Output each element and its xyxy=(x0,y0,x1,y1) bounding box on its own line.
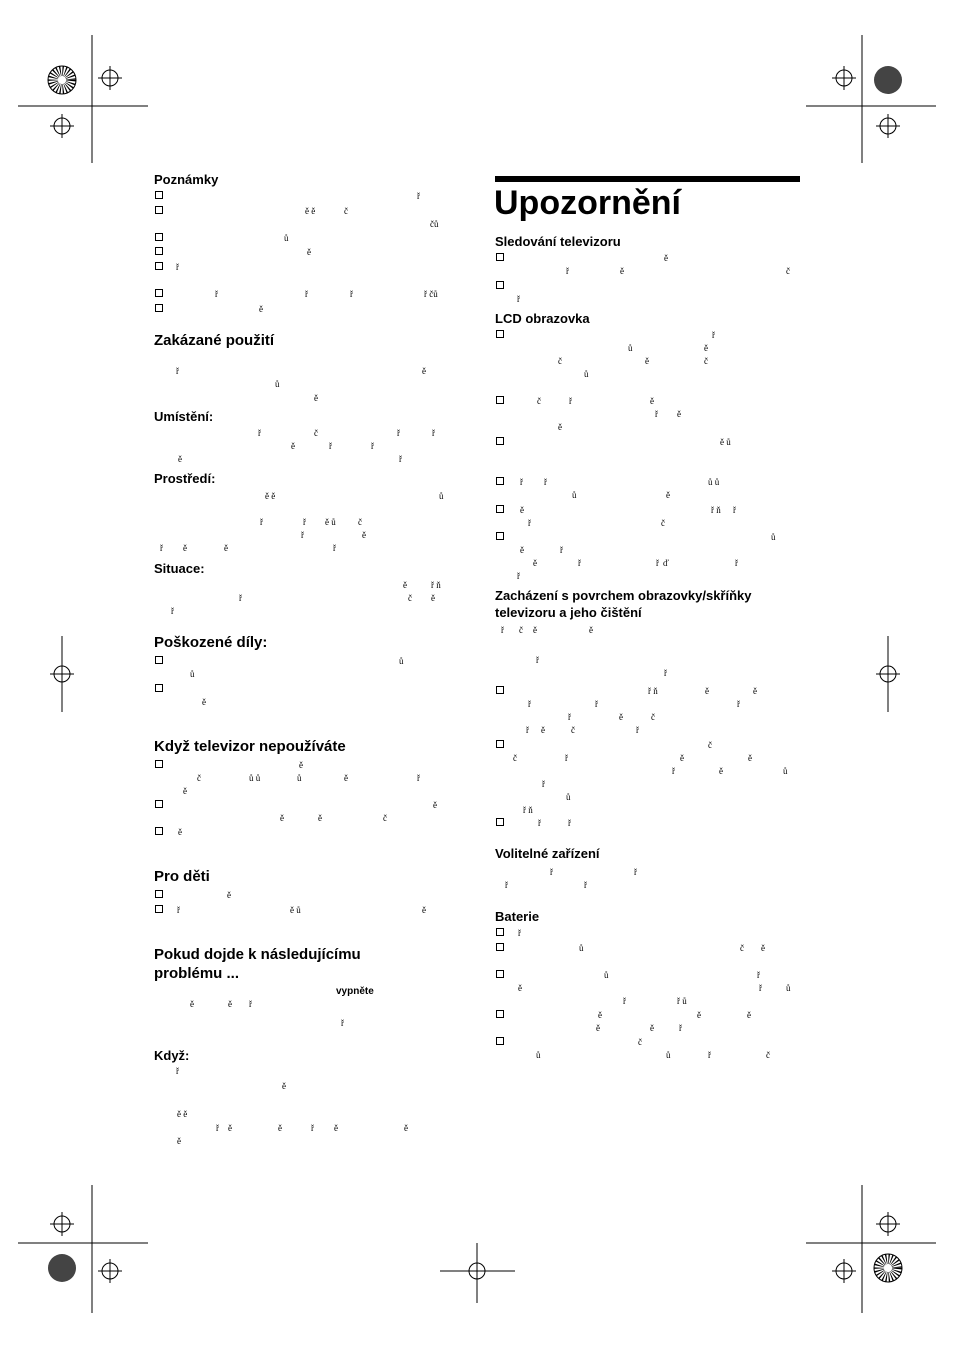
glyph: ě xyxy=(520,505,524,515)
bullet-box xyxy=(155,684,163,692)
glyph: ě ů xyxy=(720,437,731,447)
bullet-box xyxy=(496,281,504,289)
glyph: ě xyxy=(558,422,562,432)
glyph: ě xyxy=(422,905,426,915)
page-title: Upozornění xyxy=(494,184,681,222)
glyph: ů xyxy=(284,233,289,243)
glyph: ř xyxy=(303,517,306,527)
glyph: č xyxy=(408,593,412,603)
glyph: ř xyxy=(329,441,332,451)
glyph: ě xyxy=(541,725,545,735)
bullet-box xyxy=(155,247,163,255)
bullet-box xyxy=(496,396,504,404)
glyph: ě xyxy=(307,247,311,257)
glyph: č xyxy=(519,625,523,635)
glyph: ů xyxy=(786,983,791,993)
glyph: ů xyxy=(297,773,302,783)
glyph: č xyxy=(558,356,562,366)
glyph: ř xyxy=(505,880,508,890)
glyph: ě xyxy=(228,999,232,1009)
glyph: ř xyxy=(708,1050,711,1060)
glyph: ě xyxy=(520,545,524,555)
heading-situace: Situace: xyxy=(154,561,205,576)
glyph: ř xyxy=(520,477,523,487)
bullet-box xyxy=(496,1010,504,1018)
glyph: ů xyxy=(190,669,195,679)
glyph: ř xyxy=(160,543,163,553)
glyph: ř xyxy=(757,970,760,980)
heading-deti: Pro děti xyxy=(154,868,210,885)
heading-volitelne: Volitelné zařízení xyxy=(495,846,600,861)
glyph: ř xyxy=(595,699,598,709)
glyph: č xyxy=(766,1050,770,1060)
bullet-box xyxy=(496,943,504,951)
glyph: ě xyxy=(431,593,435,603)
glyph: ř ň xyxy=(431,580,441,590)
glyph: č xyxy=(314,428,318,438)
heading-baterie: Baterie xyxy=(495,909,540,924)
glyph: ř xyxy=(501,625,504,635)
bullet-box xyxy=(155,905,163,913)
heading-kdyz: Když: xyxy=(154,1048,190,1063)
bullet-box xyxy=(155,233,163,241)
glyph: ě xyxy=(619,712,623,722)
glyph: ř xyxy=(333,543,336,553)
glyph: ď xyxy=(663,558,669,568)
glyph: ě xyxy=(650,396,654,406)
glyph: ě xyxy=(697,1010,701,1020)
glyph: ů xyxy=(572,490,577,500)
glyph: ř xyxy=(560,545,563,555)
glyph: č xyxy=(344,206,348,216)
glyph: ř xyxy=(216,1123,219,1133)
glyph: č xyxy=(708,740,712,750)
glyph: č xyxy=(197,773,201,783)
glyph: ř xyxy=(550,867,553,877)
bullet-box xyxy=(496,253,504,261)
bullet-box xyxy=(496,970,504,978)
heading-zachazeni-line1: Zacházení s povrchem obrazovky/skříňky xyxy=(495,588,752,603)
glyph: ě xyxy=(598,1010,602,1020)
glyph: ř xyxy=(636,725,639,735)
glyph: ě xyxy=(227,890,231,900)
glyph: ř xyxy=(350,289,353,299)
glyph: čů xyxy=(430,219,439,229)
glyph: ř xyxy=(737,699,740,709)
glyph: ě xyxy=(403,580,407,590)
glyph: ě xyxy=(178,454,182,464)
heading-zachazeni-line2: televizoru a jeho čištění xyxy=(495,605,642,620)
heading-pokud-line2: problému ... xyxy=(154,965,240,982)
glyph: ů xyxy=(783,766,788,776)
glyph: ř xyxy=(176,1066,179,1076)
glyph: ř xyxy=(656,558,659,568)
bullet-box xyxy=(496,740,504,748)
glyph: ř xyxy=(655,409,658,419)
bullet-box xyxy=(155,800,163,808)
glyph: ě xyxy=(183,543,187,553)
glyph: ě xyxy=(533,625,537,635)
glyph: ě xyxy=(680,753,684,763)
heading-poskozene: Poškozené díly: xyxy=(154,634,268,651)
vypnete-emphasis: vypněte xyxy=(336,986,374,997)
glyph: ů xyxy=(566,792,571,802)
glyph: ř xyxy=(566,266,569,276)
glyph: č xyxy=(513,753,517,763)
bullet-box xyxy=(496,818,504,826)
glyph: ř xyxy=(542,779,545,789)
glyph: ř xyxy=(399,454,402,464)
glyph: ě xyxy=(291,441,295,451)
glyph: ř čů xyxy=(424,289,438,299)
bullet-box xyxy=(496,505,504,513)
glyph: ě xyxy=(228,1123,232,1133)
heading-zakazane: Zakázané použití xyxy=(154,332,275,349)
glyph: ě xyxy=(753,686,757,696)
glyph: ř xyxy=(517,294,520,304)
bullet-box xyxy=(155,656,163,664)
glyph: ř xyxy=(733,505,736,515)
glyph: ř xyxy=(518,928,521,938)
glyph: ů xyxy=(604,970,609,980)
bullet-box xyxy=(155,206,163,214)
glyph: ě xyxy=(202,697,206,707)
glyph: ř xyxy=(215,289,218,299)
glyph: ř xyxy=(544,477,547,487)
glyph: ě xyxy=(664,253,668,263)
glyph: ř ň xyxy=(523,805,533,815)
glyph: č xyxy=(661,518,665,528)
glyph: ř xyxy=(258,428,261,438)
glyph: ě xyxy=(433,800,437,810)
glyph: ě xyxy=(190,999,194,1009)
glyph: ř xyxy=(712,330,715,340)
glyph: ř xyxy=(239,593,242,603)
bullet-box xyxy=(496,437,504,445)
glyph: ř xyxy=(171,606,174,616)
glyph: ě xyxy=(259,304,263,314)
glyph: č xyxy=(651,712,655,722)
bullet-box xyxy=(496,330,504,338)
glyph: ř xyxy=(371,441,374,451)
glyph: ě xyxy=(362,530,366,540)
glyph: ř xyxy=(735,558,738,568)
glyph: ě ů xyxy=(290,905,301,915)
glyph: ř xyxy=(177,905,180,915)
glyph: ř xyxy=(301,530,304,540)
glyph: ů xyxy=(439,491,444,501)
heading-umisteni: Umístění: xyxy=(154,409,214,424)
glyph: ř xyxy=(528,699,531,709)
glyph: ě xyxy=(589,625,593,635)
glyph: ů xyxy=(666,1050,671,1060)
glyph: ř xyxy=(672,766,675,776)
glyph: ě xyxy=(666,490,670,500)
glyph: ě xyxy=(650,1023,654,1033)
glyph: ř ů xyxy=(677,996,687,1006)
glyph: ě xyxy=(299,760,303,770)
glyph: ě xyxy=(719,766,723,776)
glyph: ě ě xyxy=(265,491,276,501)
glyph: ř xyxy=(759,983,762,993)
bullet-box xyxy=(155,827,163,835)
glyph: ě xyxy=(645,356,649,366)
glyph: ů ů xyxy=(708,477,720,487)
glyph: ř xyxy=(568,712,571,722)
glyph: ě xyxy=(278,1123,282,1133)
title-rule xyxy=(495,176,800,182)
glyph: ě xyxy=(761,943,765,953)
glyph: ě xyxy=(344,773,348,783)
glyph: ě xyxy=(334,1123,338,1133)
glyph: ě xyxy=(183,786,187,796)
glyph: ř xyxy=(341,1018,344,1028)
heading-nepouzivate: Když televizor nepoužíváte xyxy=(154,738,346,755)
bullet-box xyxy=(155,890,163,898)
bullet-box xyxy=(496,532,504,540)
bullet-box xyxy=(496,928,504,936)
glyph: ř xyxy=(536,655,539,665)
glyph: č xyxy=(638,1037,642,1047)
heading-prostredi: Prostředí: xyxy=(154,471,216,486)
glyph: ě xyxy=(620,266,624,276)
glyph: ř xyxy=(623,996,626,1006)
glyph: ř xyxy=(305,289,308,299)
glyph: ř xyxy=(417,191,420,201)
glyph: ř xyxy=(397,428,400,438)
glyph: ě xyxy=(314,393,318,403)
bullet-box xyxy=(155,191,163,199)
glyph: ř xyxy=(569,396,572,406)
glyph: ě xyxy=(748,753,752,763)
glyph: ů xyxy=(536,1050,541,1060)
glyph: ř xyxy=(260,517,263,527)
glyph: ě xyxy=(747,1010,751,1020)
glyph: ů ů xyxy=(249,773,261,783)
glyph: ě xyxy=(677,409,681,419)
glyph: ř xyxy=(679,1023,682,1033)
glyph: ě xyxy=(404,1123,408,1133)
glyph: ř xyxy=(517,571,520,581)
glyph: ě xyxy=(178,827,182,837)
heading-sledovani: Sledování televizoru xyxy=(495,234,621,249)
heading-lcd: LCD obrazovka xyxy=(495,311,590,326)
glyph: ř xyxy=(568,818,571,828)
glyph: ř ň xyxy=(648,686,658,696)
bullet-box xyxy=(496,686,504,694)
glyph: č xyxy=(786,266,790,276)
bullet-box xyxy=(155,262,163,270)
glyph: ě xyxy=(280,813,284,823)
glyph: č xyxy=(740,943,744,953)
glyph: ř xyxy=(578,558,581,568)
glyph: ě ě xyxy=(305,206,316,216)
glyph: č xyxy=(383,813,387,823)
glyph: ř xyxy=(417,773,420,783)
bullet-box xyxy=(155,289,163,297)
glyph: č xyxy=(704,356,708,366)
glyph: ě xyxy=(422,366,426,376)
glyph: ě xyxy=(224,543,228,553)
glyph: ř xyxy=(176,262,179,272)
glyph: ř xyxy=(249,999,252,1009)
glyph: ů xyxy=(399,656,404,666)
glyph: ě ě xyxy=(177,1109,188,1119)
bullet-box xyxy=(496,1037,504,1045)
glyph: ů xyxy=(579,943,584,953)
glyph: ř xyxy=(584,880,587,890)
glyph: ě xyxy=(282,1081,286,1091)
glyph: ě xyxy=(705,686,709,696)
glyph: ř ň xyxy=(711,505,721,515)
glyph: ě xyxy=(533,558,537,568)
glyph: ů xyxy=(771,532,776,542)
glyph: ř xyxy=(432,428,435,438)
glyph: ě xyxy=(596,1023,600,1033)
bullet-box xyxy=(155,304,163,312)
glyph: ř xyxy=(526,725,529,735)
glyph: ě xyxy=(318,813,322,823)
glyph: ě xyxy=(704,343,708,353)
glyph: ů xyxy=(628,343,633,353)
glyph: ř xyxy=(538,818,541,828)
glyph: č xyxy=(358,517,362,527)
glyph: ě ů xyxy=(325,517,336,527)
glyph: ř xyxy=(176,366,179,376)
glyph: ě xyxy=(518,983,522,993)
glyph: ř xyxy=(664,668,667,678)
glyph: č xyxy=(571,725,575,735)
glyph: ř xyxy=(311,1123,314,1133)
bullet-box xyxy=(155,760,163,768)
glyph: ř xyxy=(634,867,637,877)
glyph: ř xyxy=(528,518,531,528)
bullet-box xyxy=(496,477,504,485)
glyph: ů xyxy=(584,369,589,379)
glyph: ů xyxy=(275,379,280,389)
heading-poznamky: Poznámky xyxy=(154,172,219,187)
heading-pokud-line1: Pokud dojde k následujícímu xyxy=(154,946,361,963)
glyph: ě xyxy=(177,1136,181,1146)
glyph: ř xyxy=(565,753,568,763)
glyph: č xyxy=(537,396,541,406)
